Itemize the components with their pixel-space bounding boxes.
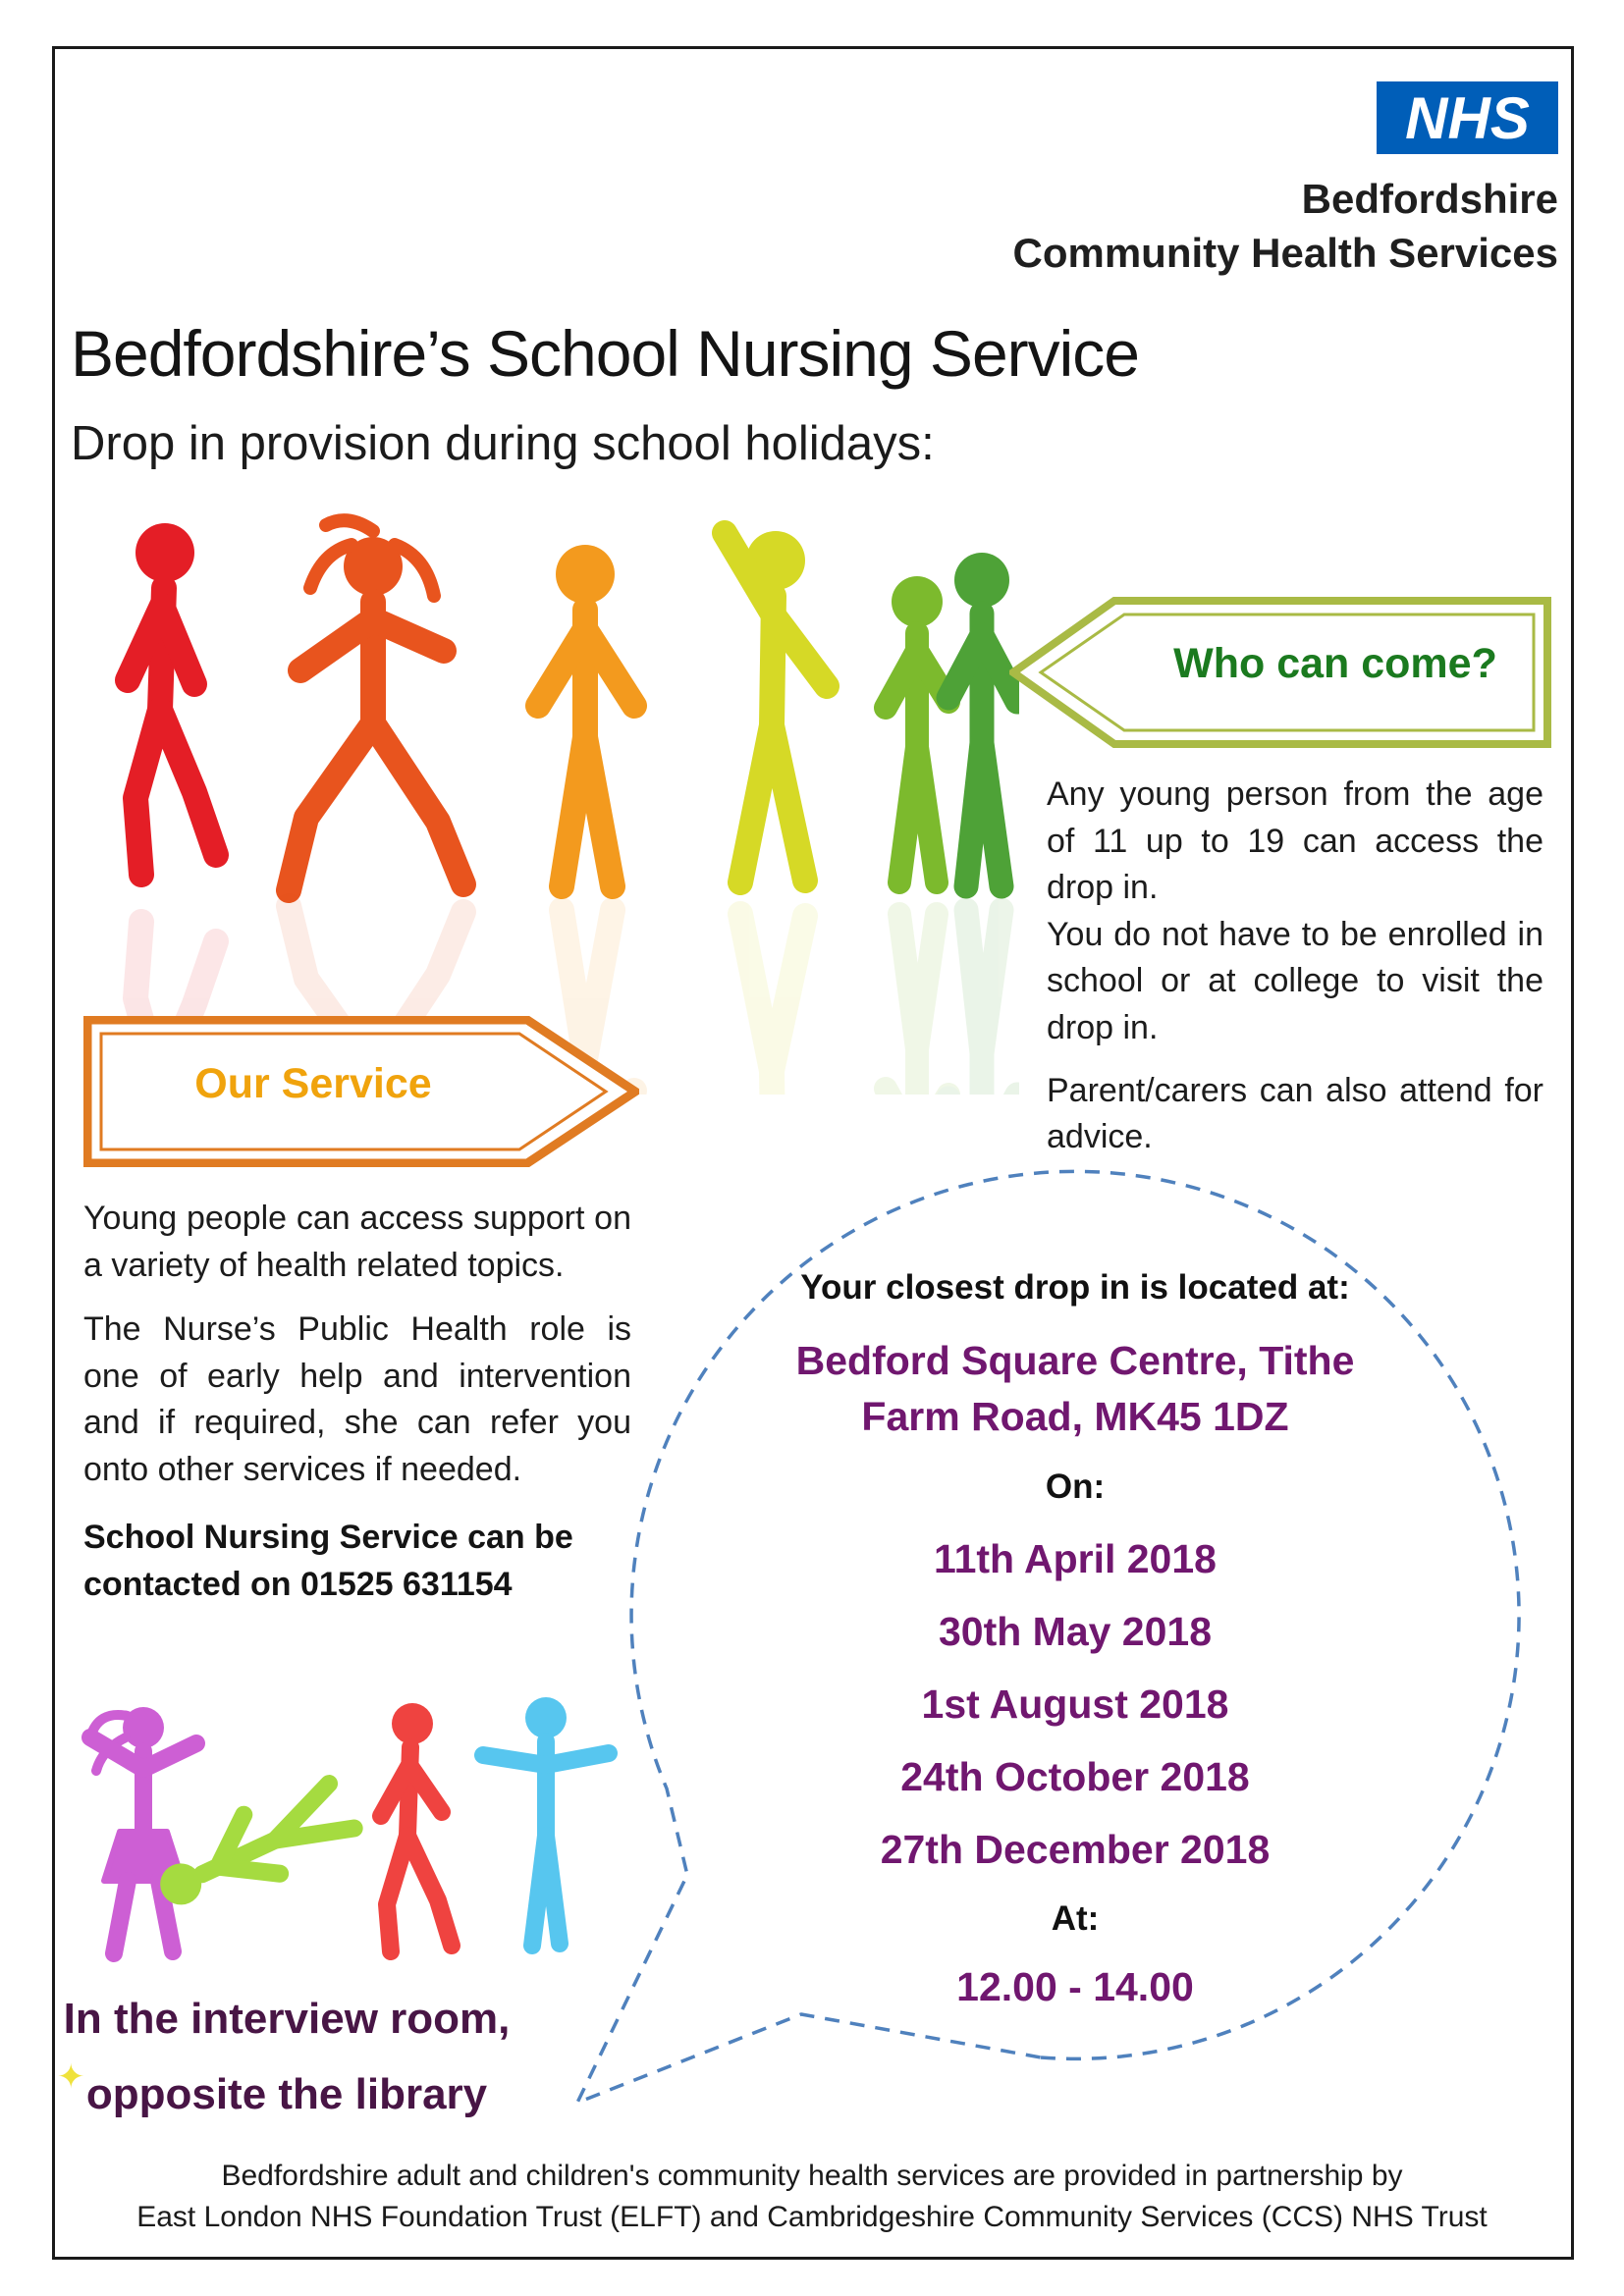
organisation-name-line2: Community Health Services <box>1012 229 1558 276</box>
who-paragraph-3: Parent/carers can also attend for advice. <box>1047 1071 1543 1156</box>
footer-line1: Bedfordshire adult and children's community health services are provided in partnership by <box>221 2160 1403 2192</box>
sparkle-icon: ✦ <box>57 2058 85 2096</box>
footer-line2: East London NHS Foundation Trust (ELFT) and Cambridgeshire Community Services (CCS) NHS Trust <box>136 2201 1488 2233</box>
who-can-come-banner-label: Who can come? <box>1173 640 1497 687</box>
at-label: At: <box>1051 1899 1100 1939</box>
drop-in-address: Bedford Square Centre, Tithe Farm Road, MK45 1DZ <box>795 1338 1355 1439</box>
our-service-paragraph-1: Young people can access support on a variety of health related topics. <box>83 1200 631 1284</box>
children-silhouettes-bottom-image <box>57 1686 626 1981</box>
organisation-name-line1: Bedfordshire <box>1301 176 1558 222</box>
drop-in-intro: Your closest drop in is located at: <box>800 1268 1350 1307</box>
child-silhouette <box>483 1697 609 1946</box>
drop-in-time: 12.00 - 14.00 <box>956 1964 1194 2010</box>
child-silhouette <box>147 1775 358 1922</box>
child-silhouette <box>90 1707 196 1953</box>
child-silhouette <box>381 1703 452 1951</box>
on-label: On: <box>1045 1468 1106 1507</box>
nhs-logo-text: NHS <box>1405 84 1530 151</box>
footer <box>0 2156 1624 2238</box>
drop-in-date: 1st August 2018 <box>921 1682 1229 1728</box>
our-service-paragraph-2: The Nurse’s Public Health role is one of early help and intervention and if required, she can refer you onto other services if needed. <box>83 1310 631 1488</box>
who-paragraph-1: Any young person from the age of 11 up to 19 can access the drop in. <box>1047 775 1543 907</box>
drop-in-date: 11th April 2018 <box>934 1536 1217 1582</box>
drop-in-speech-bubble <box>731 1268 1419 2010</box>
drop-in-date: 24th October 2018 <box>900 1754 1250 1800</box>
poster-subtitle: Drop in provision during school holidays: <box>71 417 935 470</box>
drop-in-date: 30th May 2018 <box>938 1609 1213 1655</box>
who-paragraph-2: You do not have to be enrolled in school or at college to visit the drop in. <box>1047 915 1543 1046</box>
our-service-banner-label: Our Service <box>194 1060 432 1107</box>
contact-note: School Nursing Service can be contacted on 01525 631154 <box>83 1519 573 1603</box>
poster-title: Bedfordshire’s School Nursing Service <box>71 317 1139 390</box>
location-note: In the interview room, opposite the library <box>63 1995 511 2118</box>
drop-in-date: 27th December 2018 <box>880 1827 1271 1873</box>
